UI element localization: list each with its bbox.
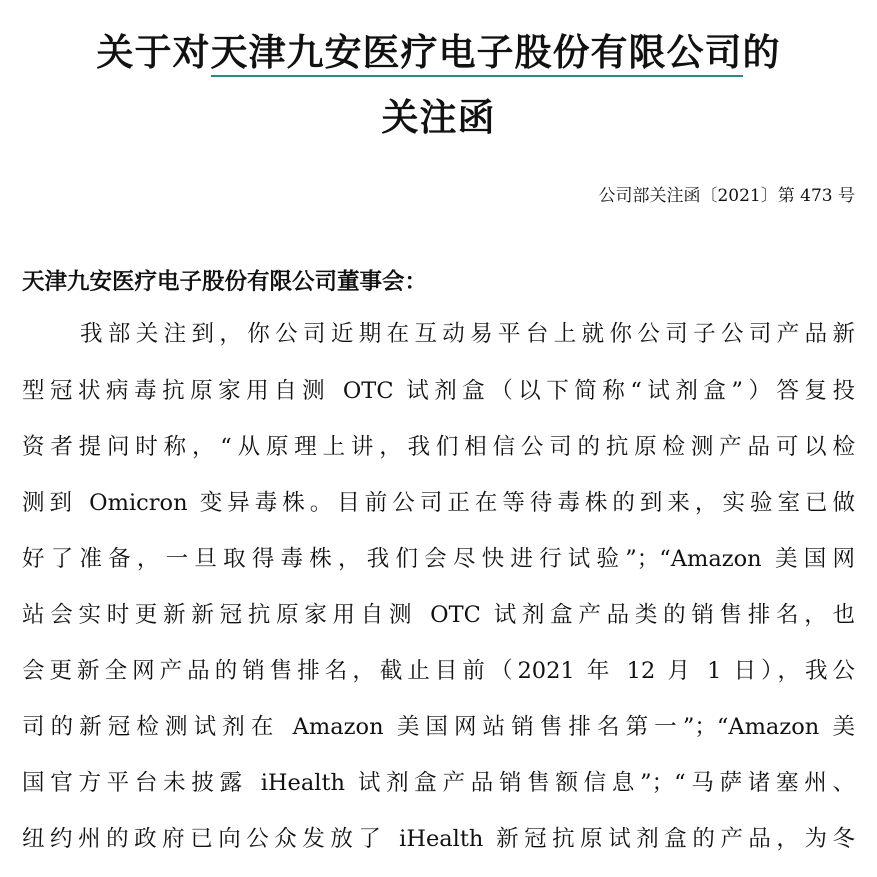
body-line: 站会实时更新新冠抗原家用自测 OTC 试剂盒产品类的销售排名，也: [22, 602, 855, 628]
body-line: 我部关注到，你公司近期在互动易平台上就你公司子公司产品新: [80, 321, 855, 347]
document-number: 公司部关注函〔2021〕第 473 号: [598, 186, 855, 206]
body-line: 资者提问时称，“从原理上讲，我们相信公司的抗原检测产品可以检: [22, 434, 855, 460]
body-line: 纽约州的政府已向公众发放了 iHealth 新冠抗原试剂盒的产品，为冬: [22, 826, 855, 852]
body-line: 会更新全网产品的销售排名，截止目前（2021 年 12 月 1 日），我公: [22, 658, 855, 684]
document-title: [0, 30, 877, 74]
addressee: 天津九安医疗电子股份有限公司董事会：: [22, 269, 428, 295]
title-company-link[interactable]: 天津九安医疗电子股份有限公司: [211, 30, 743, 77]
body-line: 司的新冠检测试剂在 Amazon 美国网站销售排名第一”；“Amazon 美: [22, 714, 855, 740]
body-line: 测到 Omicron 变异毒株。目前公司正在等待毒株的到来，实验室已做: [22, 490, 855, 516]
title-prefix: 关于对: [96, 30, 211, 74]
body-line: 型冠状病毒抗原家用自测 OTC 试剂盒（以下简称“试剂盒”）答复投: [22, 378, 855, 404]
title-suffix: 的: [742, 30, 781, 74]
document-title-line2: 关注函: [381, 95, 496, 139]
body-line: 好了准备，一旦取得毒株，我们会尽快进行试验”；“Amazon 美国网: [22, 546, 855, 572]
body-line: 国官方平台未披露 iHealth 试剂盒产品销售额信息”；“马萨诸塞州、: [22, 770, 855, 796]
